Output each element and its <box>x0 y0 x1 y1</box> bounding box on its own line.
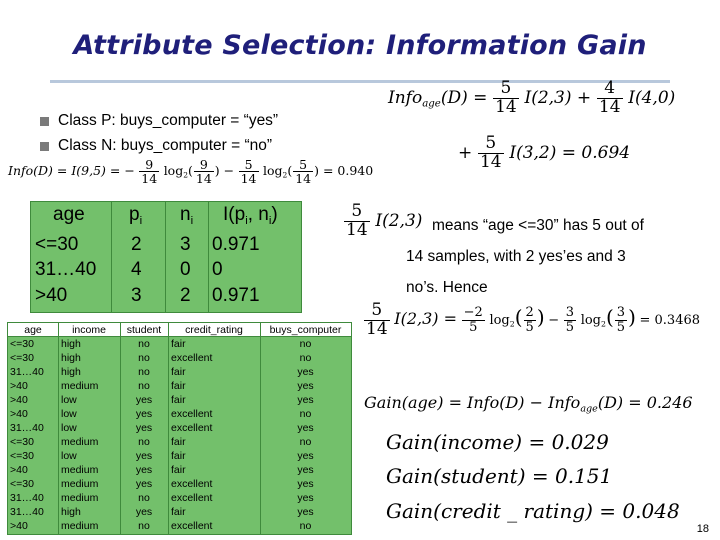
header-ni: $n_i$ <box>180 204 194 227</box>
table-cell: no <box>138 380 150 392</box>
table-cell: >40 <box>10 408 28 420</box>
table-cell: yes <box>297 422 314 434</box>
col-header-student: student <box>126 324 162 336</box>
table-cell: no <box>138 338 150 350</box>
table-row <box>8 421 351 435</box>
table-cell: high <box>61 338 81 350</box>
table-cell: medium <box>61 380 99 392</box>
table-cell: 31…40 <box>10 366 44 378</box>
table-cell: fair <box>171 436 186 448</box>
table-cell: yes <box>297 492 314 504</box>
table-cell: no <box>299 338 312 350</box>
table-cell: fair <box>171 338 186 350</box>
table-header <box>8 323 351 337</box>
table-row <box>8 463 351 477</box>
info-d-formula: Info(D) = I(9,5) = − $\frac{9}{14}$ $\log_2$( $\frac{9}{14}$ ) − $\frac{5}{14}$ $\log_2$( $\frac{5}{14}$ ) = 0.940 <box>8 157 374 187</box>
table-cell: high <box>61 366 81 378</box>
table-cell: fair <box>171 394 186 406</box>
table-cell: yes <box>297 478 314 490</box>
table-cell: no <box>299 408 312 420</box>
table-cell: yes <box>297 506 314 518</box>
table-row <box>8 519 351 533</box>
col-header-age: age <box>24 324 42 336</box>
table-cell: <=30 <box>10 352 34 364</box>
table-cell: yes <box>297 464 314 476</box>
table-cell: 3 <box>180 234 191 255</box>
header-pi: $p_i$ <box>129 204 143 227</box>
table-cell: 4 <box>131 259 142 280</box>
table-cell: fair <box>171 366 186 378</box>
col-header-credit-rating: credit_rating <box>185 324 243 336</box>
col-header-buys-computer: buys_computer <box>269 324 342 336</box>
table-cell: 0 <box>180 259 191 280</box>
table-cell: yes <box>135 408 153 420</box>
table-cell: yes <box>297 380 314 392</box>
table-cell: 31…40 <box>10 422 44 434</box>
table-cell: yes <box>135 464 153 476</box>
table-cell: 2 <box>180 285 191 306</box>
table-row <box>8 407 351 421</box>
table-cell: 0 <box>212 259 223 280</box>
bullet-class-p <box>40 112 278 130</box>
table-cell: excellent <box>171 408 213 420</box>
table-cell: >40 <box>10 380 28 392</box>
table-row <box>8 491 351 505</box>
table-cell: yes <box>297 366 314 378</box>
table-row <box>8 435 351 449</box>
table-cell: excellent <box>171 520 213 532</box>
table-cell: no <box>299 352 312 364</box>
table-row <box>8 393 351 407</box>
table-cell: <=30 <box>10 436 34 448</box>
table-cell: medium <box>61 492 99 504</box>
square-bullet-icon <box>40 117 49 126</box>
table-cell: low <box>61 450 77 462</box>
table-cell: no <box>138 436 150 448</box>
gain-credit-rating: Gain(credit _ rating) = 0.048 <box>386 499 680 523</box>
bullet-text: Class N: buys_computer = “no” <box>58 137 273 154</box>
table-cell: high <box>61 506 81 518</box>
table-cell: excellent <box>171 422 213 434</box>
table-cell: low <box>61 422 77 434</box>
table-cell: medium <box>61 464 99 476</box>
info-age-formula: Info$_{age}$(D) = $\frac{5}{14}$ I(2,3) + $\frac{4}{14}$ I(4,0) <box>388 78 676 117</box>
table-cell: fair <box>171 450 186 462</box>
table-cell: >40 <box>10 464 28 476</box>
table-cell: no <box>138 520 150 532</box>
table-cell: >40 <box>10 394 28 406</box>
header-age: age <box>53 204 85 225</box>
table-row <box>8 365 351 379</box>
gain-income: Gain(income) = 0.029 <box>386 430 609 454</box>
training-data-table <box>7 322 352 535</box>
square-bullet-icon <box>40 142 49 151</box>
table-cell: yes <box>297 394 314 406</box>
means-line-2: 14 samples, with 2 yes’es and 3 <box>406 248 626 265</box>
means-expression: $\frac{5}{14}$ I(2,3) <box>346 201 423 240</box>
table-cell: 0.971 <box>212 285 260 306</box>
bullet-text: Class P: buys_computer = “yes” <box>58 112 279 129</box>
table-cell: no <box>138 366 150 378</box>
means-line-3: no’s. Hence <box>406 279 488 296</box>
table-cell: <=30 <box>10 478 34 490</box>
header-entropy: $I(p_i$, $n_i$) <box>223 204 278 227</box>
table-cell: medium <box>61 436 99 448</box>
table-cell: 0.971 <box>212 234 260 255</box>
table-cell: fair <box>171 506 186 518</box>
table-cell: 31…40 <box>10 506 44 518</box>
table-cell: no <box>299 436 312 448</box>
table-cell: yes <box>297 450 314 462</box>
table-cell: no <box>299 520 312 532</box>
table-cell: yes <box>135 478 153 490</box>
age-summary-table <box>30 201 302 313</box>
table-cell: fair <box>171 464 186 476</box>
table-cell: yes <box>135 506 153 518</box>
table-cell: fair <box>171 380 186 392</box>
table-cell: low <box>61 394 77 406</box>
table-cell: no <box>138 492 150 504</box>
means-line-1: means “age <=30” has 5 out of <box>432 217 644 234</box>
info-age-formula-line2: + $\frac{5}{14}$ I(3,2) = 0.694 <box>458 133 631 172</box>
table-cell: excellent <box>171 352 213 364</box>
table-cell: 31…40 <box>10 492 44 504</box>
table-cell: yes <box>135 394 153 406</box>
table-row <box>8 337 351 351</box>
table-cell: <=30 <box>35 234 79 255</box>
table-cell: >40 <box>35 285 68 306</box>
table-row <box>8 379 351 393</box>
col-header-income: income <box>72 324 106 336</box>
table-row <box>8 351 351 365</box>
gain-student: Gain(student) = 0.151 <box>386 464 613 488</box>
table-cell: 3 <box>131 285 142 306</box>
table-row <box>8 449 351 463</box>
table-cell: no <box>138 352 150 364</box>
slide-title: Attribute Selection: Information Gain <box>73 30 647 61</box>
table-cell: <=30 <box>10 338 34 350</box>
table-cell: high <box>61 352 81 364</box>
table-cell: excellent <box>171 492 213 504</box>
table-cell: >40 <box>10 520 28 532</box>
table-cell: <=30 <box>10 450 34 462</box>
table-cell: 2 <box>131 234 142 255</box>
table-cell: yes <box>135 450 153 462</box>
gain-age: Gain(age) = Info(D) − Info$_{age}$(D) = 0.246 <box>364 393 693 415</box>
table-cell: yes <box>135 422 153 434</box>
table-cell: medium <box>61 478 99 490</box>
bullet-class-n <box>40 137 272 155</box>
i23-formula: $\frac{5}{14}$ I(2,3) = $\frac{-2}{5}$ $\log_2$( $\frac{2}{5}$ ) − $\frac{3}{5}$ $\log_2$( $\frac{3}{5}$ ) = 0.3468 <box>366 300 701 339</box>
table-cell: 31…40 <box>35 259 97 280</box>
table-row <box>8 505 351 519</box>
table-cell: medium <box>61 520 99 532</box>
table-cell: excellent <box>171 478 213 490</box>
table-row <box>8 477 351 491</box>
page-number: 18 <box>696 523 709 535</box>
table-cell: low <box>61 408 77 420</box>
